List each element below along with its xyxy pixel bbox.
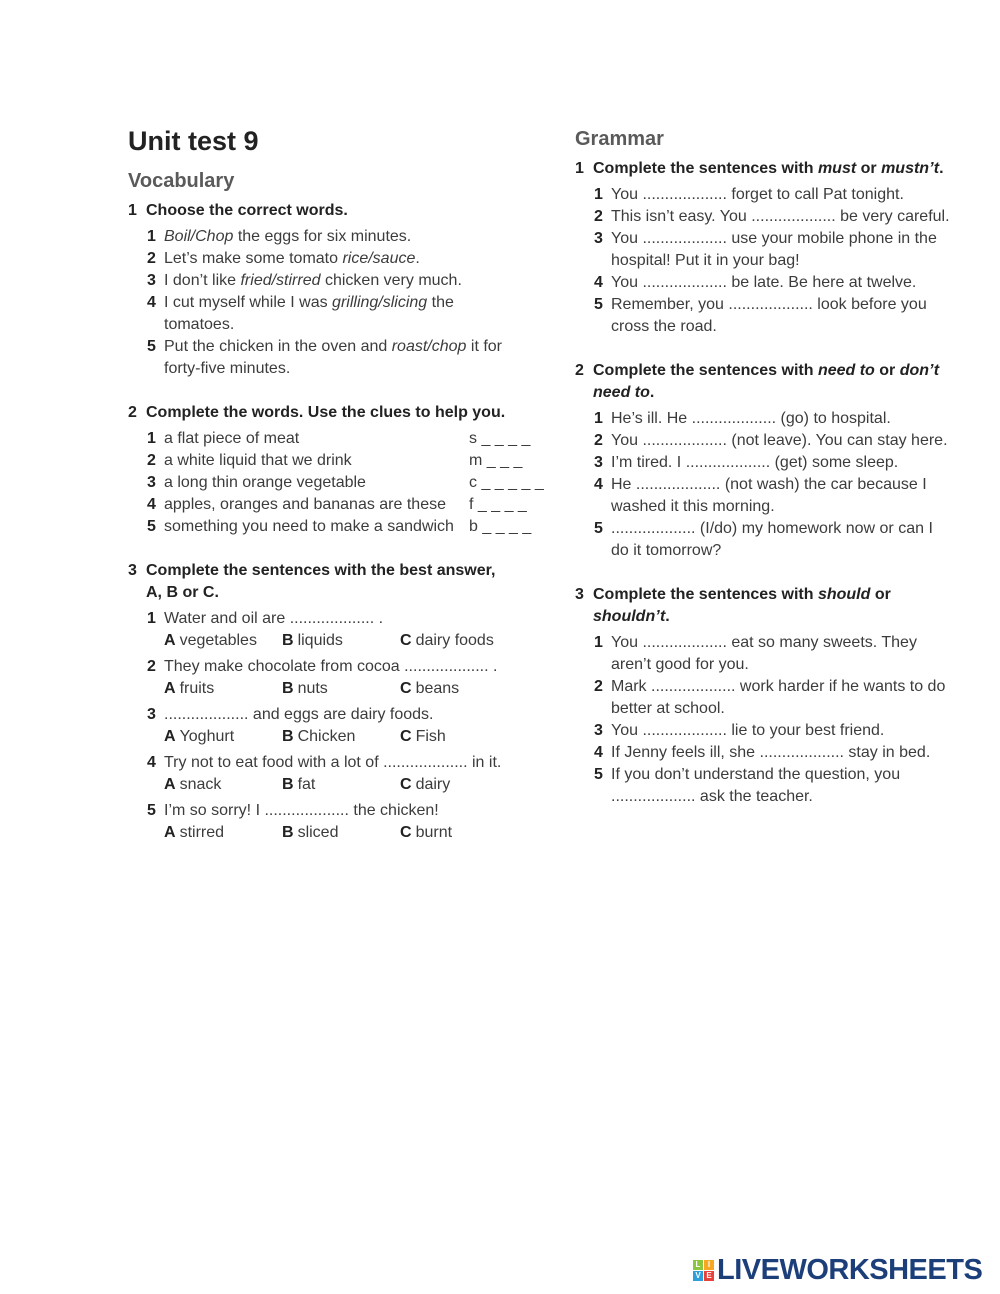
text-segment: I don’t like — [164, 272, 241, 289]
text-segment: Complete the sentences with — [593, 586, 818, 603]
exercise — [575, 360, 1000, 562]
text-segment: grilling/slicing — [332, 294, 428, 311]
item-number: 1 — [147, 430, 156, 447]
logo-text: LIVEWORKSHEETS — [717, 1254, 983, 1286]
option-text: beans — [415, 680, 460, 697]
answer-blank[interactable]: ................... — [404, 658, 489, 675]
answer-blank[interactable]: ................... — [691, 410, 777, 427]
text-segment: You — [611, 186, 643, 203]
option-letter: C — [400, 776, 412, 793]
item-list — [128, 226, 558, 380]
exercise-heading — [128, 560, 558, 604]
option-a[interactable] — [164, 726, 282, 748]
answer-options — [128, 822, 558, 844]
exercise — [575, 584, 1000, 808]
option-letter: A — [164, 632, 176, 649]
answer-options — [128, 678, 558, 700]
text-segment: (I/do) my homework now or can I — [695, 520, 933, 537]
text-segment: Water and oil are — [164, 610, 290, 627]
question-item — [128, 292, 558, 336]
option-a[interactable] — [164, 630, 282, 652]
question-item — [128, 800, 558, 822]
item-list — [575, 632, 1000, 808]
option-a[interactable] — [164, 774, 282, 796]
item-number: 4 — [147, 754, 156, 771]
answer-blank[interactable]: ................... — [751, 208, 836, 225]
question-item — [128, 516, 558, 538]
question — [575, 452, 1000, 474]
item-number: 4 — [594, 274, 603, 291]
option-text: Chicken — [297, 728, 356, 745]
item-number: 4 — [594, 744, 603, 761]
option-c[interactable] — [400, 678, 518, 700]
question-item — [575, 272, 1000, 294]
text-segment: Complete the sentences with — [593, 362, 818, 379]
answer-blank[interactable]: ................... — [759, 744, 844, 761]
item-number: 2 — [147, 452, 156, 469]
item-number: 1 — [147, 610, 156, 627]
text-segment: I cut myself while I was — [164, 294, 333, 311]
question-item — [128, 336, 558, 380]
option-letter: C — [400, 632, 412, 649]
question — [575, 720, 1000, 742]
question-item — [575, 206, 1000, 228]
item-number: 5 — [594, 520, 603, 537]
text-segment: He’s ill. He — [611, 410, 692, 427]
text-segment: Complete the words. Use the clues to help you. — [146, 404, 506, 421]
text-segment: do it tomorrow? — [611, 542, 722, 559]
option-letter: A — [164, 776, 176, 793]
clue-row — [164, 428, 558, 450]
exercise-heading — [575, 158, 1000, 180]
question — [575, 518, 1000, 562]
clue-text: apples, oranges and bananas are these — [164, 496, 446, 513]
question-item — [128, 494, 558, 516]
text-segment: aren’t good for you. — [611, 656, 749, 673]
text-segment: be late. Be here at twelve. — [726, 274, 917, 291]
text-segment: . — [939, 160, 944, 177]
text-segment: If Jenny feels ill, she — [611, 744, 760, 761]
exercise — [128, 200, 558, 380]
text-segment: need to — [593, 384, 650, 401]
question — [575, 430, 1000, 452]
question — [128, 656, 558, 700]
exercise — [128, 402, 558, 538]
text-segment: (not leave). You can stay here. — [726, 432, 948, 449]
text-segment: Boil/Chop — [164, 228, 234, 245]
text-segment: and eggs are dairy foods. — [248, 706, 434, 723]
text-segment: You — [611, 722, 643, 739]
option-a[interactable] — [164, 822, 282, 844]
item-number: 5 — [147, 518, 156, 535]
question-item — [575, 764, 1000, 808]
answer-blank[interactable]: ................... — [642, 274, 727, 291]
answer-blank[interactable]: ................... — [642, 230, 727, 247]
item-number: 3 — [147, 706, 156, 723]
question — [128, 270, 558, 292]
exercise-number: 1 — [575, 160, 584, 177]
option-text: snack — [179, 776, 222, 793]
page-title: Unit test 9 — [128, 126, 259, 156]
option-b[interactable] — [282, 774, 400, 796]
text-segment: use your mobile phone in the — [726, 230, 937, 247]
liveworksheets-logo — [693, 1254, 982, 1287]
logo-letter: V — [693, 1271, 703, 1281]
question-item — [128, 428, 558, 450]
option-text: vegetables — [179, 632, 257, 649]
clue-text: a flat piece of meat — [164, 430, 300, 447]
item-list — [575, 408, 1000, 562]
question-item — [575, 452, 1000, 474]
question — [128, 704, 558, 748]
answer-blank[interactable]: ................... — [642, 186, 727, 203]
question-item — [575, 518, 1000, 562]
exercise-number: 3 — [128, 562, 137, 579]
question-item — [575, 184, 1000, 206]
clue-row — [164, 472, 558, 494]
option-a[interactable] — [164, 678, 282, 700]
text-segment: eat so many sweets. They — [726, 634, 917, 651]
answer-blank[interactable]: ................... — [642, 432, 727, 449]
answer-blank[interactable]: ................... — [685, 454, 771, 471]
question — [575, 676, 1000, 720]
exercise-heading — [575, 360, 1000, 404]
question — [575, 228, 1000, 272]
text-segment: in it. — [467, 754, 502, 771]
item-number: 2 — [594, 432, 603, 449]
option-text: fat — [297, 776, 316, 793]
exercise-number: 1 — [128, 202, 137, 219]
option-letter: A — [164, 728, 176, 745]
text-segment: the eggs for six minutes. — [233, 228, 412, 245]
answer-pattern[interactable]: b _ _ _ _ — [469, 518, 532, 535]
text-segment: fried/stirred — [240, 272, 321, 289]
option-text: nuts — [297, 680, 328, 697]
item-number: 1 — [594, 634, 603, 651]
question — [128, 800, 558, 844]
text-segment: tomatoes. — [164, 316, 235, 333]
text-segment: must — [817, 160, 857, 177]
logo-letter: I — [704, 1260, 714, 1270]
question — [575, 294, 1000, 338]
text-segment: You — [611, 230, 643, 247]
option-b[interactable] — [282, 822, 400, 844]
text-segment: the — [427, 294, 454, 311]
option-c[interactable] — [400, 630, 518, 652]
question — [128, 428, 558, 450]
item-number: 2 — [147, 658, 156, 675]
exercise — [575, 158, 1000, 338]
section-heading-grammar: Grammar — [575, 128, 664, 150]
question — [128, 494, 558, 516]
text-segment: need to — [817, 362, 875, 379]
text-segment: ask the teacher. — [695, 788, 813, 805]
answer-blank[interactable]: ................... — [635, 476, 721, 493]
text-segment: mustn’t — [881, 160, 940, 177]
question-item — [128, 226, 558, 248]
text-segment: be very careful. — [835, 208, 950, 225]
clue-row — [164, 494, 558, 516]
question — [575, 764, 1000, 808]
text-segment: A, B or C. — [146, 584, 219, 601]
text-segment: This isn’t easy. You — [611, 208, 752, 225]
question — [128, 336, 558, 380]
item-number: 5 — [147, 338, 156, 355]
item-number: 5 — [147, 802, 156, 819]
question — [575, 408, 1000, 430]
text-segment: Complete the sentences with the best answer, — [146, 562, 496, 579]
text-segment: lie to your best friend. — [726, 722, 885, 739]
option-text: Yoghurt — [179, 728, 235, 745]
clue-text: something you need to make a sandwich — [164, 518, 454, 535]
text-segment: You — [611, 634, 643, 651]
clue-text: a white liquid that we drink — [164, 452, 352, 469]
answer-options — [128, 630, 558, 652]
text-segment: Choose the correct words. — [146, 202, 348, 219]
item-number: 5 — [594, 296, 603, 313]
question — [128, 292, 558, 336]
option-letter: B — [282, 680, 294, 697]
text-segment: He — [611, 476, 636, 493]
question-item — [575, 228, 1000, 272]
text-segment: . — [415, 250, 420, 267]
text-segment: Mark — [611, 678, 651, 695]
question — [128, 450, 558, 472]
option-text: sliced — [297, 824, 339, 841]
option-letter: C — [400, 728, 412, 745]
text-segment: washed it this morning. — [611, 498, 775, 515]
question — [575, 474, 1000, 518]
option-text: dairy foods — [415, 632, 494, 649]
text-segment: shouldn’t — [593, 608, 666, 625]
option-letter: B — [282, 824, 294, 841]
question-item — [128, 608, 558, 630]
option-b[interactable] — [282, 678, 400, 700]
clue-row — [164, 450, 558, 472]
item-number: 1 — [147, 228, 156, 245]
item-number: 3 — [147, 272, 156, 289]
vocabulary-column — [128, 168, 558, 866]
text-segment: should — [817, 586, 871, 603]
question — [575, 742, 1000, 764]
question-item — [575, 720, 1000, 742]
question-item — [128, 752, 558, 774]
text-segment: You — [611, 274, 643, 291]
text-segment: cross the road. — [611, 318, 717, 335]
item-number: 1 — [594, 410, 603, 427]
item-number: 3 — [594, 722, 603, 739]
question-item — [575, 408, 1000, 430]
answer-blank[interactable]: ................... — [728, 296, 813, 313]
text-segment: . — [649, 384, 655, 401]
answer-pattern[interactable]: m _ _ _ — [469, 452, 523, 469]
question — [575, 184, 1000, 206]
answer-options — [128, 726, 558, 748]
item-list — [575, 184, 1000, 338]
option-text: Fish — [415, 728, 446, 745]
text-segment: Complete the sentences with — [593, 160, 818, 177]
text-segment: forget to call Pat tonight. — [726, 186, 904, 203]
answer-pattern[interactable]: s _ _ _ _ — [469, 430, 531, 447]
item-number: 3 — [594, 454, 603, 471]
answer-options — [128, 774, 558, 796]
text-segment: roast/chop — [391, 338, 467, 355]
text-segment: I’m tired. I — [611, 454, 686, 471]
text-segment: . — [665, 608, 670, 625]
text-segment: Remember, you — [611, 296, 729, 313]
text-segment: You — [611, 432, 643, 449]
option-letter: B — [282, 632, 294, 649]
option-text: fruits — [179, 680, 215, 697]
question — [128, 752, 558, 796]
clue-row — [164, 516, 558, 538]
item-number: 1 — [594, 186, 603, 203]
text-segment: work harder if he wants to do — [735, 678, 946, 695]
text-segment: If you don’t understand the question, you — [611, 766, 901, 783]
question-item — [128, 472, 558, 494]
text-segment: don’t — [899, 362, 940, 379]
question — [575, 632, 1000, 676]
item-number: 4 — [147, 496, 156, 513]
item-list — [128, 608, 558, 844]
text-segment: I’m so sorry! I — [164, 802, 265, 819]
text-segment: or — [856, 160, 882, 177]
text-segment: Let’s make some tomato — [164, 250, 343, 267]
question-item — [575, 742, 1000, 764]
question-item — [128, 704, 558, 726]
text-segment: hospital! Put it in your bag! — [611, 252, 800, 269]
grammar-column — [575, 124, 1000, 830]
option-c[interactable] — [400, 726, 518, 748]
option-letter: C — [400, 680, 412, 697]
answer-blank[interactable]: ................... — [642, 634, 727, 651]
text-segment: look before you — [812, 296, 927, 313]
text-segment: the chicken! — [348, 802, 439, 819]
text-segment: rice/sauce — [342, 250, 416, 267]
question-item — [128, 450, 558, 472]
option-letter: B — [282, 776, 294, 793]
text-segment: (get) some sleep. — [770, 454, 899, 471]
item-number: 4 — [147, 294, 156, 311]
option-letter: A — [164, 824, 176, 841]
exercise-number: 3 — [575, 586, 584, 603]
item-number: 2 — [147, 250, 156, 267]
option-c[interactable] — [400, 774, 518, 796]
text-segment: it for — [466, 338, 502, 355]
option-text: stirred — [179, 824, 225, 841]
question — [575, 272, 1000, 294]
item-number: 4 — [594, 476, 603, 493]
answer-blank[interactable]: ................... — [383, 754, 468, 771]
question — [128, 472, 558, 494]
question-item — [575, 632, 1000, 676]
answer-pattern[interactable]: f _ _ _ _ — [469, 496, 527, 513]
option-text: burnt — [415, 824, 453, 841]
text-segment: chicken very much. — [320, 272, 462, 289]
answer-blank[interactable]: ................... — [642, 722, 727, 739]
item-number: 3 — [147, 474, 156, 491]
logo-letter: L — [693, 1260, 703, 1270]
exercise-number: 2 — [128, 404, 137, 421]
option-b[interactable] — [282, 630, 400, 652]
text-segment: stay in bed. — [843, 744, 931, 761]
exercise-heading — [128, 200, 558, 222]
option-text: dairy — [415, 776, 451, 793]
text-segment: better at school. — [611, 700, 725, 717]
option-text: liquids — [297, 632, 343, 649]
text-segment: forty-five minutes. — [164, 360, 291, 377]
answer-blank[interactable]: ................... — [651, 678, 736, 695]
option-c[interactable] — [400, 822, 518, 844]
question — [128, 608, 558, 652]
text-segment: . — [488, 658, 498, 675]
exercise-heading — [575, 584, 1000, 628]
exercise — [128, 560, 558, 844]
option-letter: A — [164, 680, 176, 697]
logo-letter: E — [704, 1271, 714, 1281]
option-b[interactable] — [282, 726, 400, 748]
text-segment: or — [874, 362, 900, 379]
answer-pattern[interactable]: c _ _ _ _ _ — [469, 474, 544, 491]
option-letter: C — [400, 824, 412, 841]
question — [128, 516, 558, 538]
question-item — [575, 294, 1000, 338]
question-item — [128, 656, 558, 678]
live-squares-icon — [693, 1260, 714, 1281]
text-segment: . — [374, 610, 384, 627]
question — [128, 248, 558, 270]
text-segment: They make chocolate from cocoa — [164, 658, 405, 675]
question-item — [575, 430, 1000, 452]
text-segment: or — [870, 586, 891, 603]
item-number: 2 — [594, 678, 603, 695]
exercise-heading — [128, 402, 558, 424]
text-segment: (not wash) the car because I — [720, 476, 927, 493]
question-item — [128, 248, 558, 270]
question-item — [128, 270, 558, 292]
question — [575, 206, 1000, 228]
item-number: 2 — [594, 208, 603, 225]
text-segment: Put the chicken in the oven and — [164, 338, 392, 355]
answer-blank[interactable]: ................... — [289, 610, 375, 627]
question-item — [575, 474, 1000, 518]
item-list — [128, 428, 558, 538]
text-segment: (go) to hospital. — [776, 410, 891, 427]
question-item — [575, 676, 1000, 720]
answer-blank[interactable]: ................... — [611, 788, 696, 805]
exercise-number: 2 — [575, 362, 584, 379]
question — [128, 226, 558, 248]
text-segment: Try not to eat food with a lot of — [164, 754, 384, 771]
answer-blank[interactable]: ................... — [164, 706, 249, 723]
option-letter: B — [282, 728, 294, 745]
item-number: 3 — [594, 230, 603, 247]
item-number: 5 — [594, 766, 603, 783]
section-heading-vocabulary: Vocabulary — [128, 170, 235, 192]
answer-blank[interactable]: ................... — [611, 520, 696, 537]
clue-text: a long thin orange vegetable — [164, 474, 366, 491]
answer-blank[interactable]: ................... — [264, 802, 349, 819]
